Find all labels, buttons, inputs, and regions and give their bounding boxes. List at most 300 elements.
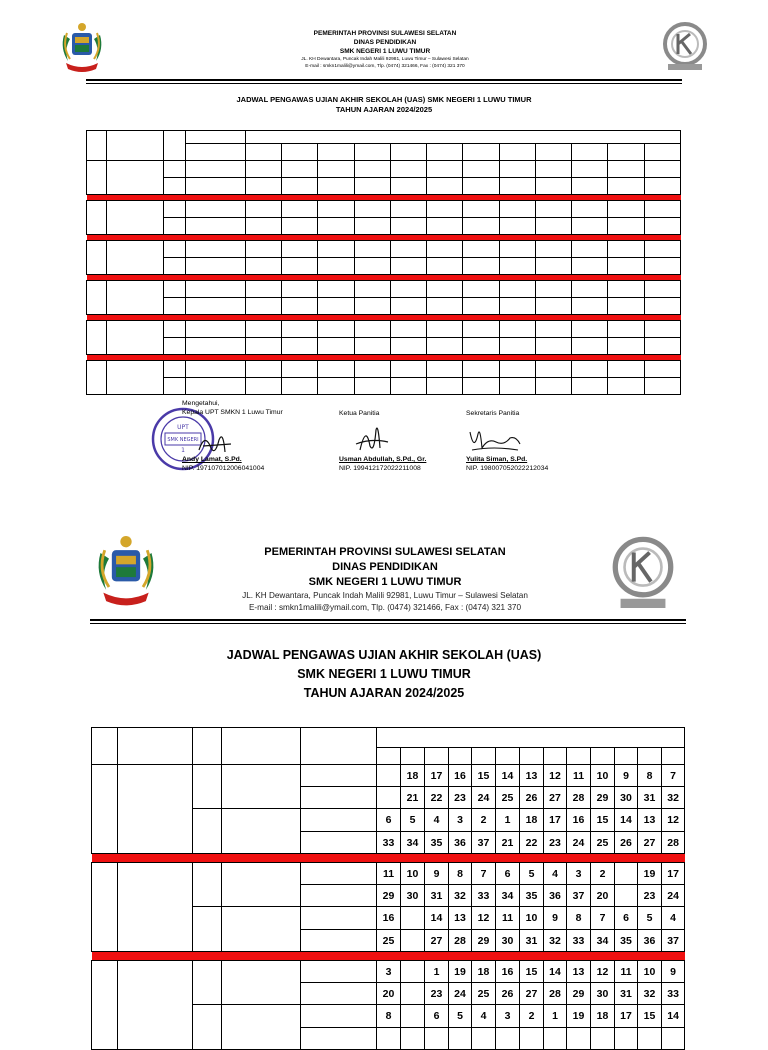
grid-cell: 8 [377,1005,401,1028]
table-cell [118,765,193,854]
grid-cell: 34 [496,885,520,907]
table-cell [463,144,499,161]
table-row [87,201,681,218]
grid-cell: 34 [591,930,615,952]
table-cell [463,361,499,378]
table-cell [354,258,390,275]
table-cell [92,961,118,1050]
table-cell [193,765,222,809]
grid-cell: 30 [591,983,615,1005]
table-cell [222,907,301,952]
table-cell [282,258,318,275]
table-cell [163,161,185,178]
table-cell [463,201,499,218]
table-cell [535,281,571,298]
grid-cell: 23 [544,832,567,854]
grid-cell: 24 [449,983,472,1005]
grid-cell: 3 [449,809,472,832]
table-cell [318,281,354,298]
table-cell [222,809,301,854]
table-row [87,338,681,355]
table-cell [87,361,107,395]
table-row [92,728,685,748]
grid-cell: 5 [638,907,662,930]
grid-cell: 17 [425,765,449,787]
grid-cell: 23 [638,885,662,907]
table-cell [301,885,377,907]
table-cell [535,144,571,161]
table-cell [301,728,377,765]
table-cell [186,378,246,395]
schedule-title-large-1: JADWAL PENGAWAS UJIAN AKHIR SEKOLAH (UAS) [226,648,542,662]
table-cell [222,961,301,1005]
grid-cell: 3 [496,1005,520,1028]
table-cell [282,361,318,378]
table-cell [354,144,390,161]
table-cell [425,1028,449,1050]
table-cell [463,378,499,395]
table-cell [390,218,426,235]
schedule-title-large-3: TAHUN AJARAN 2024/2025 [303,686,465,700]
table-cell [608,144,644,161]
grid-cell: 19 [449,961,472,983]
table-cell [107,161,164,195]
table-cell [535,338,571,355]
table-cell [544,1028,567,1050]
sig-chair-nip: NIP. 199412172022211008 [339,465,421,472]
table-cell [638,1028,662,1050]
table-cell [572,178,608,195]
stamp-text-1: UPT [177,424,189,431]
grid-cell: 5 [520,863,544,885]
table-cell [245,321,281,338]
grid-cell: 14 [425,907,449,930]
grid-cell: 2 [591,863,615,885]
table-cell [499,161,535,178]
grid-cell: 35 [615,930,638,952]
table-cell [608,178,644,195]
grid-cell [615,885,638,907]
table-cell [615,747,638,764]
table-cell [463,178,499,195]
table-cell [354,218,390,235]
table-cell [118,728,193,765]
grid-cell: 23 [425,983,449,1005]
grid-cell: 14 [662,1005,685,1028]
table-cell [318,178,354,195]
table-cell [282,378,318,395]
grid-cell: 27 [425,930,449,952]
table-cell [463,321,499,338]
table-cell [186,178,246,195]
grid-cell: 33 [662,983,685,1005]
table-cell [449,747,472,764]
header-contact: E-mail : smkn1malili@ymail.com, Tlp. (0474) 321466, Fax : (0474) 321 370 [305,64,465,69]
table-cell [544,747,567,764]
table-cell [87,161,107,195]
grid-cell: 37 [567,885,591,907]
table-cell [472,747,496,764]
table-cell [644,218,680,235]
table-cell [92,863,118,952]
table-cell [390,144,426,161]
table-cell [118,961,193,1050]
sig-principal-title: Kepala UPT SMKN 1 Luwu Timur [182,409,283,416]
table-cell [520,747,544,764]
table-cell [222,765,301,809]
table-cell [87,241,107,275]
table-cell [245,338,281,355]
table-cell [572,298,608,315]
table-cell [163,298,185,315]
table-cell [282,281,318,298]
table-cell [87,281,107,315]
table-cell [222,863,301,907]
table-cell [499,361,535,378]
sig-secretary-name: Yulita Siman, S.Pd. [466,456,528,463]
sig-principal-name: Andy Lamat, S.Pd. [182,456,242,463]
grid-cell: 22 [425,787,449,809]
header-rule-thick [86,79,682,81]
table-cell [472,1028,496,1050]
table-cell [390,338,426,355]
grid-cell: 14 [615,809,638,832]
grid-cell: 18 [472,961,496,983]
table-cell [318,321,354,338]
table-cell [427,378,463,395]
table-cell [222,1005,301,1050]
table-cell [390,258,426,275]
table-cell [608,201,644,218]
school-logo [660,22,710,74]
table-cell [377,747,401,764]
table-cell [301,1005,377,1028]
grid-cell: 36 [544,885,567,907]
header-rule-thin [86,83,682,84]
stamp-text-2: SMK NEGERI [167,437,199,443]
table-cell [535,378,571,395]
table-cell [608,281,644,298]
grid-cell: 24 [472,787,496,809]
schedule-table-small [86,130,681,395]
table-cell [390,178,426,195]
grid-cell: 25 [591,832,615,854]
table-cell [193,1005,222,1050]
grid-cell: 12 [591,961,615,983]
grid-cell: 13 [567,961,591,983]
grid-cell: 10 [591,765,615,787]
stamp-text-3: 1 [181,447,185,454]
table-cell [87,131,107,161]
table-cell [662,1028,685,1050]
table-cell [638,747,662,764]
table-cell [193,863,222,907]
grid-cell: 16 [567,809,591,832]
grid-cell: 32 [638,983,662,1005]
grid-cell: 12 [544,765,567,787]
table-cell [186,258,246,275]
table-cell [301,765,377,787]
grid-cell: 15 [591,809,615,832]
table-cell [644,258,680,275]
table-cell [245,378,281,395]
table-cell [390,378,426,395]
table-cell [301,863,377,885]
table-cell [163,218,185,235]
table-cell [163,338,185,355]
grid-cell: 31 [615,983,638,1005]
table-cell [354,361,390,378]
table-cell [163,281,185,298]
table-cell [186,144,246,161]
table-cell [449,1028,472,1050]
table-cell [535,218,571,235]
table-cell [92,765,118,854]
table-cell [535,241,571,258]
header2-line-2: DINAS PENDIDIKAN [332,561,438,573]
grid-cell: 25 [472,983,496,1005]
sig-secretary-title: Sekretaris Panitia [466,410,520,417]
table-cell [499,178,535,195]
table-cell [107,201,164,235]
table-cell [282,321,318,338]
table-cell [354,178,390,195]
table-cell [301,961,377,983]
grid-cell: 33 [377,832,401,854]
table-row [92,961,685,983]
table-cell [608,361,644,378]
table-cell [427,361,463,378]
table-cell [193,961,222,1005]
table-row [87,178,681,195]
grid-cell: 31 [425,885,449,907]
table-cell [92,854,685,863]
grid-cell: 32 [544,930,567,952]
grid-cell: 27 [520,983,544,1005]
grid-cell: 9 [544,907,567,930]
table-cell [572,218,608,235]
table-cell [390,201,426,218]
grid-cell [377,765,401,787]
provincial-crest-logo-large [92,530,160,610]
table-cell [301,983,377,1005]
table-cell [282,298,318,315]
grid-cell: 9 [615,765,638,787]
table-cell [499,298,535,315]
table-row [87,218,681,235]
table-cell [499,258,535,275]
grid-cell: 17 [615,1005,638,1028]
grid-cell: 32 [449,885,472,907]
grid-cell: 10 [401,863,425,885]
grid-cell: 27 [638,832,662,854]
provincial-crest-logo [58,19,106,75]
table-cell [186,131,246,144]
header2-contact: E-mail : smkn1malili@ymail.com, Tlp. (0474) 321466, Fax : (0474) 321 370 [248,603,522,612]
header-line-3: SMK NEGERI 1 LUWU TIMUR [339,48,431,55]
grid-cell: 19 [638,863,662,885]
grid-cell: 1 [425,961,449,983]
grid-cell: 27 [544,787,567,809]
table-cell [427,144,463,161]
table-cell [318,241,354,258]
grid-cell: 15 [472,765,496,787]
table-cell [186,298,246,315]
table-cell [608,321,644,338]
grid-cell: 28 [544,983,567,1005]
table-cell [499,218,535,235]
table-cell [245,218,281,235]
grid-cell: 7 [662,765,685,787]
header-line-1: PEMERINTAH PROVINSI SULAWESI SELATAN [313,30,457,37]
header-line-2: DINAS PENDIDIKAN [353,39,417,46]
table-cell [301,787,377,809]
grid-cell: 10 [520,907,544,930]
table-cell [608,338,644,355]
grid-cell [377,787,401,809]
table-cell [92,952,685,961]
table-cell [463,241,499,258]
table-cell [318,361,354,378]
table-cell [318,258,354,275]
table-cell [463,281,499,298]
table-cell [572,241,608,258]
table-cell [282,178,318,195]
table-cell [245,361,281,378]
grid-cell: 26 [496,983,520,1005]
grid-cell: 33 [567,930,591,952]
table-cell [245,201,281,218]
separator-band [92,854,685,863]
table-cell [163,201,185,218]
table-cell [92,728,118,765]
table-cell [186,321,246,338]
grid-cell [615,863,638,885]
schedule-title: JADWAL PENGAWAS UJIAN AKHIR SEKOLAH (UAS) SMK NEGERI 1 LUWU TIMUR [236,95,532,104]
table-cell [427,258,463,275]
grid-cell [401,1005,425,1028]
table-cell [535,178,571,195]
grid-cell: 6 [496,863,520,885]
grid-cell: 13 [520,765,544,787]
table-row [87,361,681,378]
table-cell [245,161,281,178]
grid-cell: 8 [449,863,472,885]
table-cell [282,241,318,258]
table-cell [572,201,608,218]
sig-chair-title: Ketua Panitia [339,410,380,417]
table-cell [644,321,680,338]
grid-cell: 6 [425,1005,449,1028]
grid-cell: 11 [567,765,591,787]
table-cell [193,728,222,765]
grid-cell: 16 [449,765,472,787]
grid-cell: 20 [591,885,615,907]
grid-cell: 34 [401,832,425,854]
table-row [87,321,681,338]
table-cell [163,178,185,195]
table-cell [390,361,426,378]
grid-cell: 29 [472,930,496,952]
table-cell [401,1028,425,1050]
school-logo-large [610,535,676,615]
schedule-title-large-2: SMK NEGERI 1 LUWU TIMUR [297,667,471,681]
table-cell [535,258,571,275]
table-cell [608,298,644,315]
grid-cell: 21 [496,832,520,854]
grid-cell: 14 [544,961,567,983]
grid-cell: 37 [472,832,496,854]
grid-cell: 28 [567,787,591,809]
table-cell [186,241,246,258]
table-cell [499,144,535,161]
table-cell [301,1028,377,1050]
table-cell [377,1028,401,1050]
grid-cell: 5 [449,1005,472,1028]
table-cell [499,378,535,395]
table-cell [608,241,644,258]
table-cell [354,201,390,218]
table-cell [390,298,426,315]
table-cell [499,201,535,218]
table-cell [245,281,281,298]
grid-cell: 15 [520,961,544,983]
table-cell [427,281,463,298]
header2-address: JL. KH Dewantara, Puncak Indah Malili 92981, Luwu Timur – Sulawesi Selatan [242,591,528,600]
table-cell [572,161,608,178]
schedule-year: TAHUN AJARAN 2024/2025 [335,105,433,114]
grid-cell: 1 [544,1005,567,1028]
grid-cell: 14 [496,765,520,787]
grid-cell: 4 [544,863,567,885]
table-cell [427,298,463,315]
grid-cell: 18 [520,809,544,832]
table-cell [186,338,246,355]
grid-cell: 17 [544,809,567,832]
table-cell [118,863,193,952]
header2-rule-thin [90,623,686,624]
table-cell [87,321,107,355]
grid-cell: 28 [449,930,472,952]
table-row [87,241,681,258]
table-cell [427,218,463,235]
grid-cell: 7 [591,907,615,930]
table-cell [567,1028,591,1050]
grid-cell: 25 [496,787,520,809]
table-cell [608,218,644,235]
table-cell [572,144,608,161]
grid-cell: 11 [377,863,401,885]
table-cell [301,907,377,930]
table-cell [318,378,354,395]
grid-cell: 30 [615,787,638,809]
table-cell [282,161,318,178]
header2-rule-thick [90,619,686,621]
grid-cell: 11 [615,961,638,983]
table-cell [644,178,680,195]
table-row [87,131,681,144]
sig-knowing: Mengetahui, [182,400,220,407]
grid-cell: 5 [401,809,425,832]
table-cell [496,1028,520,1050]
table-cell [245,131,680,144]
grid-cell: 29 [377,885,401,907]
grid-cell: 3 [567,863,591,885]
grid-cell: 26 [520,787,544,809]
grid-cell: 35 [520,885,544,907]
grid-cell: 18 [591,1005,615,1028]
table-cell [608,161,644,178]
